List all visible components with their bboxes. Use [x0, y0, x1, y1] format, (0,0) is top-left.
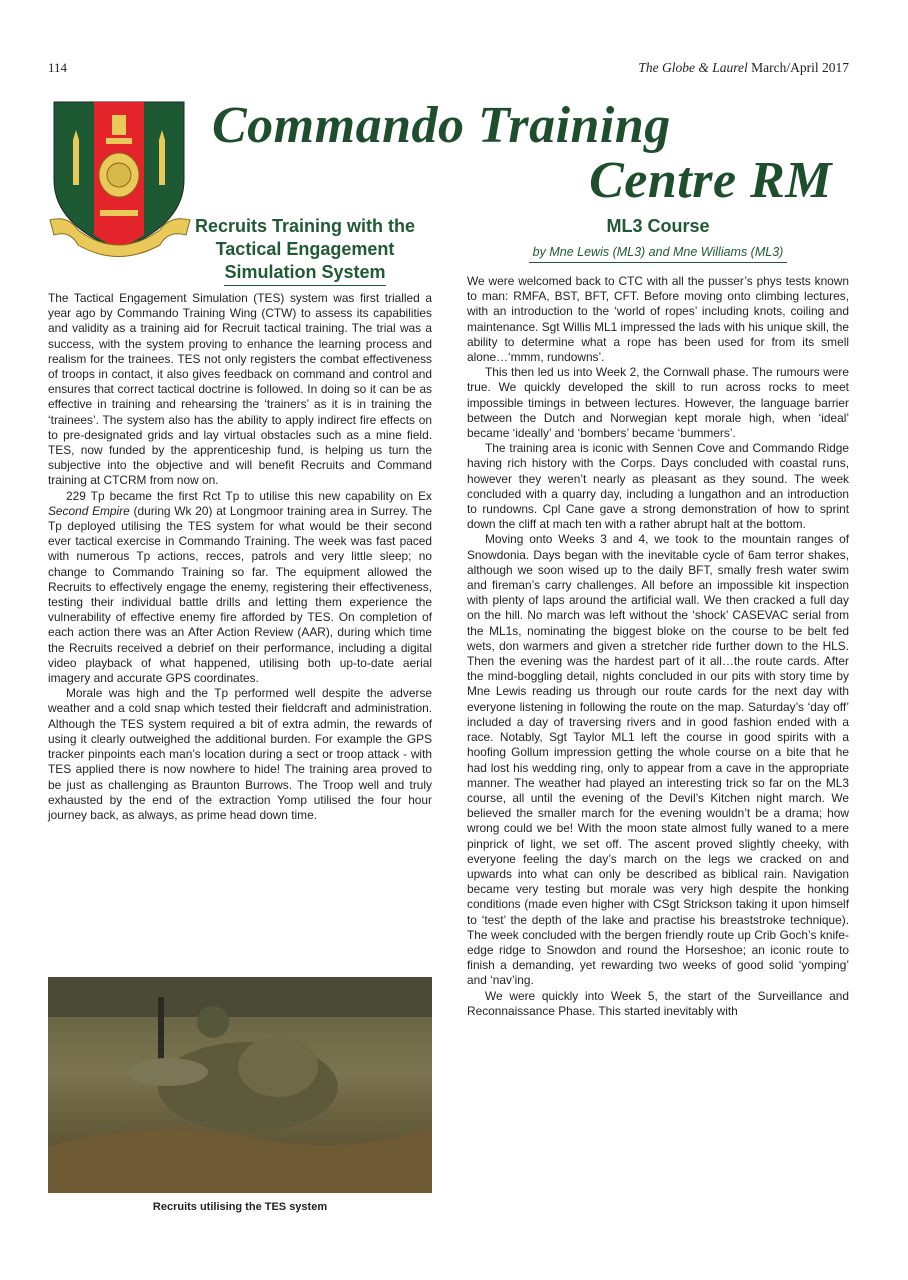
text: 229 Tp became the first Rct Tp to utilise this new capability on Ex	[66, 488, 432, 503]
page-number: 114	[48, 60, 68, 75]
exercise-name: Second Empire	[48, 503, 130, 518]
text: (during Wk 20) at Longmoor training area in Surrey. The Tp deployed utilising the TES system for what would be their second ever tactical exercise in Commando Training. The week was fast paced with numerous Tp actions, recces, patrols and very little sleep; no change to Commando Training so far. The equipment allowed the Recruits to effectively engage the enemy, registering their effectiveness, testing their individual battle drills and letting them experience the vulnerability of effective enemy fire afforded by TES. On completion of each action there was an After Action Review (AAR), during which time the Recruits received a debrief on their performance, including a digital video playback of what happened, utilising both up-to-date aerial imagery and accurate GPS coordinates.	[48, 503, 432, 686]
publication-name: The Globe & Laurel	[638, 60, 748, 75]
heading-line: Simulation System	[224, 261, 385, 286]
commando-training-centre-crest	[48, 100, 198, 260]
page-title-line2: Centre RM	[589, 152, 832, 209]
paragraph: We were quickly into Week 5, the start of the Surveillance and Reconnaissance Phase. This started inevitably with	[467, 988, 849, 1018]
byline-text: by Mne Lewis (ML3) and Mne Williams (ML3)	[529, 245, 788, 263]
heading-line: Recruits Training with the	[194, 216, 416, 236]
paragraph: The Tactical Engagement Simulation (TES) system was first trialled a year ago by Commando Training Wing (CTW) to assess its capabilities and validity as a training aid for Recruit tactical training. The trial was a success, with the system proving to enhance the learning process and realism for the trainees. TES not only registers the combat effectiveness of troops in contact, it also gives feedback on command and control and ensures that correct tactical doctrine is followed. In doing so it can be as effective in training and rehearsing the ‘trainers’ as it is in training the ‘trainees’. The system also has the ability to apply indirect fire effects on to pre-designated grids and lay virtual obstacles such as a mine field. TES, now funded by the apprenticeship fund, is helping us turn the subjective into the objective and will benefit Recruits and Command training at CTCRM from now on.	[48, 291, 432, 488]
byline	[467, 245, 849, 263]
issue-date: March/April 2017	[751, 60, 849, 75]
photo-caption: Recruits utilising the TES system	[152, 1201, 328, 1213]
left-article-heading	[180, 215, 430, 286]
paragraph: Morale was high and the Tp performed well despite the adverse weather and a cold snap which tested their fieldcraft and administration. Although the TES system required a bit of extra admin, the rewards of using it clearly outweighed the additional burden. For example the GPS tracker pinpoints each man’s location during a sect or troop attack - with TES applied there is now nowhere to hide! The training area proved to be just as challenging as Braunton Burrows. The Troop well and truly exhausted by the end of the extraction Yomp utilised the four hour journey back, as always, as prime head down time.	[48, 686, 432, 822]
running-header	[638, 60, 849, 76]
paragraph: The training area is iconic with Sennen Cove and Commando Ridge having rich history with the Corps. Days concluded with coastal runs, however they weren’t nearly as pleasant as they sound. The week concluded with a quarry day, including a lungathon and an introduction to rundowns. Cpl Cane gave a strong demonstration of how to sprint down the cliff at mach ten with a rather abrupt halt at the bottom.	[467, 441, 849, 532]
paragraph: Moving onto Weeks 3 and 4, we took to the mountain ranges of Snowdonia. Days began with the inevitable cycle of 6am terror shakes, although we soon wised up to the daily BFT, smally fresh water swim and fireman’s carry challenges. All before an impossible kit inspection with plenty of laps around the artificial wall. We then cracked a full day on the hill. No march was left without the ‘shock’ CASEVAC serial from the ML1s, nominating the biggest bloke on the course to be belt fed wets, don warmers and given a stretcher ride further down to the HLS. Then the evening was the hardest part of it all…the route cards. After the mind-boggling detail, nights concluded in our pits with story time by Mne Lewis reading us through our route cards for the next day with everyone listening in following the route on the map. Saturday’s ‘day off’ included a day of traversing rivers and in good fashion ended with a race. Notably, Sgt Taylor ML1 left the course in good spirits with a hoofing Gollum impression getting the whole course on a bite that he had lost his wedding ring, only to appear from a cave in the appropriate manner. The weather had played an interesting trick so far on the ML3 course, all until the evening of the Devil’s Kitchen night march. We believed the smaller march for the evening wouldn’t be a drama; how wrong could we be! With the moon state almost fully waned to a mere pinprick of light, we set off. The ascent proved slightly cheeky, with everyone feeling the day’s march on the legs we cracked on and upwards into what can only be described as biblical rain. Navigation became very testing but morale was very high despite the honking conditions (made even higher with CSgt Strickson taking it upon himself to ‘test’ the depth of the lake and practise his breaststroke technique). The week concluded with the bergen friendly route up Crib Goch’s knife-edge ridge to Snowdon and round the Horseshoe; an iconic route to finish a demanding, yet rewarding two weeks of good solid ‘yomping’ and ‘nav’ing.	[467, 532, 849, 988]
photo-recruits-tes	[48, 977, 432, 1193]
right-article-heading: ML3 Course	[606, 216, 710, 236]
paragraph: We were welcomed back to CTC with all the pusser’s phys tests known to man: RMFA, BST, BFT, CFT. Before moving onto climbing lectures, with an introduction to the ‘world of ropes’ including knots, coiling and maintenance. Sgt Willis ML1 impressed the lads with his unique skill, the ability to determine what a rope has been used for from its smell alone…‘mmm, rundowns’.	[467, 274, 849, 365]
paragraph: This then led us into Week 2, the Cornwall phase. The rumours were true. We quickly developed the skill to run across rocks to meet impossible timings in between lectures. However, the language barrier between the Dutch and Norwegian kept morale high, when ‘ideal’ became ‘ideally’ and ‘bombers’ became ‘bummers’.	[467, 365, 849, 441]
right-article-body	[467, 274, 849, 1019]
page-title-line1: Commando Training	[212, 97, 671, 154]
left-article-body	[48, 291, 432, 823]
paragraph	[48, 489, 432, 687]
heading-line: Tactical Engagement	[215, 239, 395, 259]
